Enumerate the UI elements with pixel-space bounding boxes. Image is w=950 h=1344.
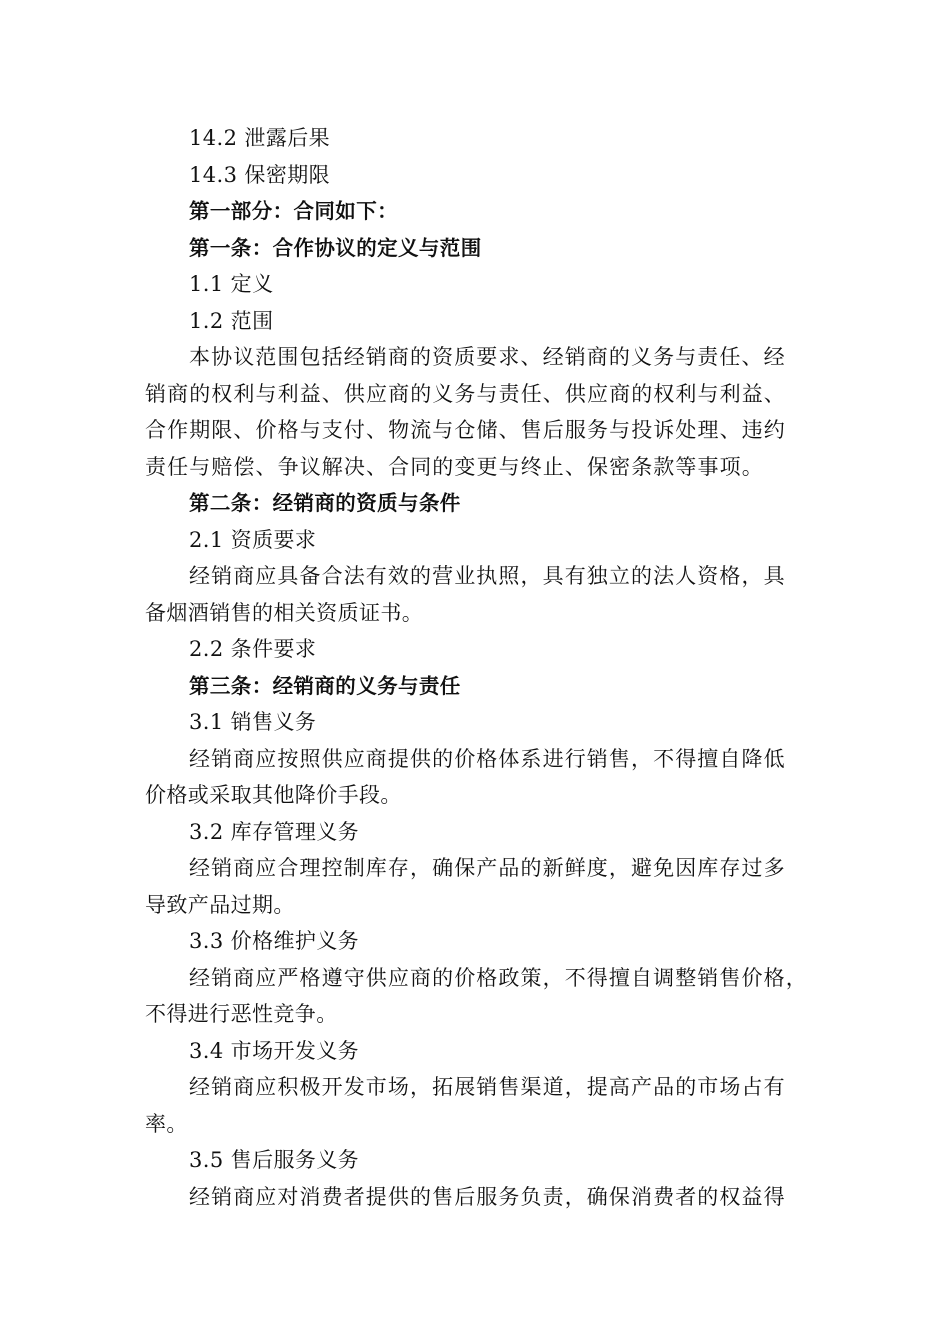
text-line: 责任与赔偿、争议解决、合同的变更与终止、保密条款等事项。 (145, 454, 764, 479)
text-line: 备烟酒销售的相关资质证书。 (145, 600, 424, 625)
text-line: 经销商应具备合法有效的营业执照，具有独立的法人资格，具 (189, 564, 786, 588)
text-line: 3.5 售后服务义务 (189, 1148, 360, 1172)
text-line: 2.1 资质要求 (189, 527, 317, 552)
text-line: 3.3 价格维护义务 (189, 929, 360, 953)
section-heading: 第三条：经销商的义务与责任 (189, 673, 461, 698)
text-line: 导致产品过期。 (145, 892, 295, 917)
text-line: 经销商应按照供应商提供的价格体系进行销售，不得擅自降低 (189, 746, 786, 771)
text-line: 2.2 条件要求 (189, 637, 317, 661)
text-line: 经销商应对消费者提供的售后服务负责，确保消费者的权益得 (189, 1184, 786, 1209)
text-line: 3.2 库存管理义务 (189, 819, 360, 844)
section-heading: 第一条：合作协议的定义与范围 (189, 235, 482, 260)
text-line: 本协议范围包括经销商的资质要求、经销商的义务与责任、经 (189, 345, 786, 369)
text-line: 3.1 销售义务 (189, 710, 317, 734)
text-line: 1.1 定义 (189, 272, 274, 296)
text-line: 销商的权利与利益、供应商的义务与责任、供应商的权利与利益、 (145, 381, 786, 406)
text-line: 合作期限、价格与支付、物流与仓储、售后服务与投诉处理、违约 (145, 418, 786, 442)
document-body (145, 120, 813, 1215)
text-line: 经销商应严格遵守供应商的价格政策，不得擅自调整销售价格， (189, 965, 808, 990)
text-line: 3.4 市场开发义务 (189, 1038, 360, 1063)
section-heading: 第一部分：合同如下： (189, 199, 398, 223)
section-heading: 第二条：经销商的资质与条件 (189, 491, 461, 515)
text-line: 率。 (145, 1111, 188, 1136)
text-line: 14.3 保密期限 (189, 162, 331, 187)
text-line: 价格或采取其他降价手段。 (145, 783, 402, 807)
text-line: 经销商应合理控制库存，确保产品的新鲜度，避免因库存过多 (189, 856, 786, 880)
text-line: 14.2 泄露后果 (189, 126, 331, 150)
text-line: 不得进行恶性竞争。 (145, 1002, 338, 1026)
text-line: 经销商应积极开发市场，拓展销售渠道，提高产品的市场占有 (189, 1075, 786, 1099)
text-line: 1.2 范围 (189, 308, 274, 333)
